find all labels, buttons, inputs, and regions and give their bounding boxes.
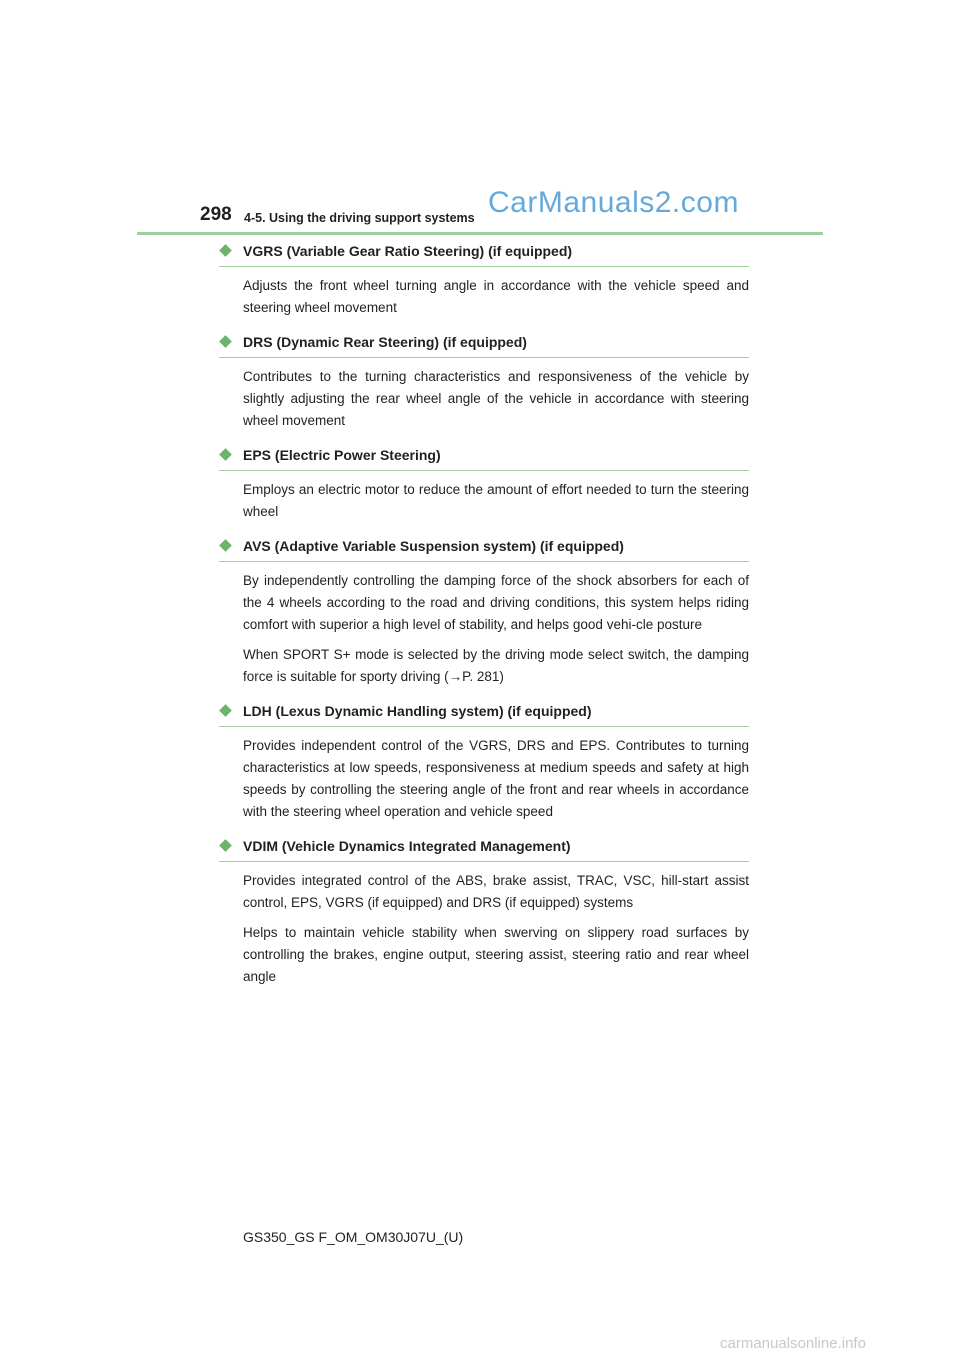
- diamond-bullet-icon: [219, 839, 232, 852]
- item-avs: [219, 533, 749, 688]
- item-paragraph: Employs an electric motor to reduce the amount of effort needed to turn the steering wheel: [243, 482, 749, 519]
- item-heading: [219, 698, 749, 727]
- section-title: 4-5. Using the driving support systems: [244, 211, 475, 225]
- document-code: GS350_GS F_OM_OM30J07U_(U): [243, 1229, 464, 1245]
- item-title: DRS (Dynamic Rear Steering) (if equipped): [243, 334, 527, 350]
- item-heading: [219, 533, 749, 562]
- diamond-bullet-icon: [219, 335, 232, 348]
- content-body: [219, 238, 749, 998]
- diamond-bullet-icon: [219, 244, 232, 257]
- item-title: VDIM (Vehicle Dynamics Integrated Management): [243, 838, 571, 854]
- watermark-bottom: carmanualsonline.info: [720, 1335, 866, 1352]
- item-paragraph: By independently controlling the damping force of the shock absorbers for each of the 4 wheels according to the road and driving conditions, this system helps riding comfort with superior a high level of stability, and helps good vehi-cle posture: [243, 573, 749, 632]
- item-vgrs: [219, 238, 749, 319]
- item-paragraph: Helps to maintain vehicle stability when swerving on slippery road surfaces by controlling the brakes, engine output, steering assist, steering ratio and rear wheel angle: [243, 925, 749, 984]
- item-paragraph: Contributes to the turning characteristics and responsiveness of the vehicle by slightly adjusting the rear wheel angle of the vehicle in accordance with steering wheel movement: [243, 369, 749, 428]
- item-ldh: [219, 698, 749, 823]
- item-heading: [219, 833, 749, 862]
- diamond-bullet-icon: [219, 704, 232, 717]
- item-heading: [219, 442, 749, 471]
- item-paragraph: When SPORT S+ mode is selected by the driving mode select switch, the damping force is suitable for sporty driving (→P. 281): [243, 647, 749, 684]
- item-title: VGRS (Variable Gear Ratio Steering) (if equipped): [243, 243, 573, 259]
- item-heading: [219, 238, 749, 267]
- item-paragraph: Provides independent control of the VGRS, DRS and EPS. Contributes to turning characteristics at low speeds, responsiveness at medium speeds and safety at high speeds by controlling the steering angle of the front and rear wheels in accordance with the steering wheel operation and vehicle speed: [243, 738, 749, 819]
- item-drs: [219, 329, 749, 432]
- page-number: 298: [200, 204, 232, 225]
- item-vdim: [219, 833, 749, 988]
- header-divider: [137, 232, 823, 235]
- item-title: AVS (Adaptive Variable Suspension system) (if equipped): [243, 538, 624, 554]
- item-paragraph: Adjusts the front wheel turning angle in accordance with the vehicle speed and steering wheel movement: [243, 278, 749, 315]
- item-title: LDH (Lexus Dynamic Handling system) (if equipped): [243, 703, 592, 719]
- watermark-top: CarManuals2.com: [488, 186, 739, 219]
- item-paragraph: Provides integrated control of the ABS, brake assist, TRAC, VSC, hill-start assist control, EPS, VGRS (if equipped) and DRS (if equipped) systems: [243, 873, 749, 910]
- item-heading: [219, 329, 749, 358]
- diamond-bullet-icon: [219, 448, 232, 461]
- diamond-bullet-icon: [219, 539, 232, 552]
- page-header: [0, 200, 960, 236]
- item-title: EPS (Electric Power Steering): [243, 447, 441, 463]
- item-eps: [219, 442, 749, 523]
